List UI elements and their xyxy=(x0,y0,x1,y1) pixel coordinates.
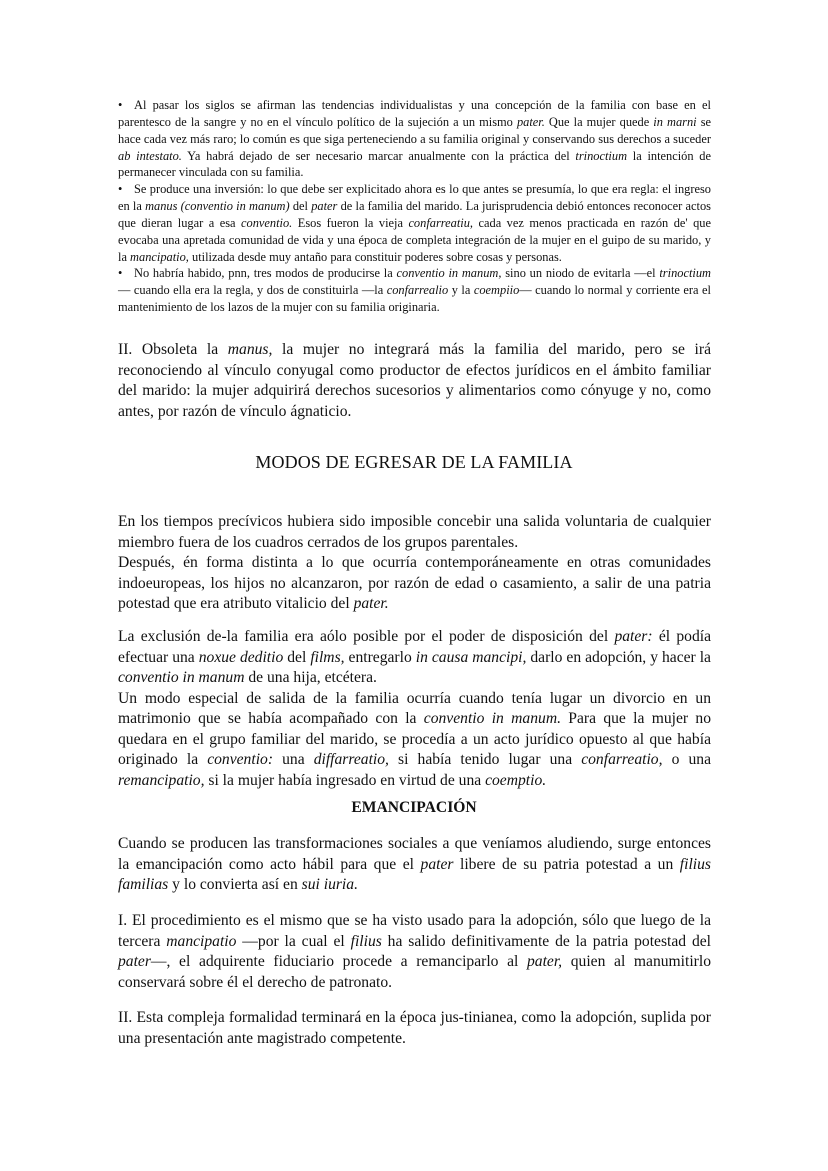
text-run: del xyxy=(283,648,311,666)
text-run: se hace cada vez más raro; lo común es que siga perteneciendo a su familia original y conservando sus derechos a suceder xyxy=(118,114,712,146)
italic-term: filius xyxy=(350,932,382,950)
italic-term: filius familias xyxy=(118,855,711,893)
italic-term: manus (conventio in manum) xyxy=(145,199,290,214)
text-run: II. Obsoleta la xyxy=(118,341,228,358)
italic-term: in marni xyxy=(653,114,697,129)
bullet-item xyxy=(118,181,711,265)
text-run: o una xyxy=(662,751,711,768)
text-run: de una hija, etcétera. xyxy=(244,669,377,686)
italic-term: remancipatio, xyxy=(118,771,205,789)
text-run: Ya habrá dejado de ser necesario marcar anualmente con la práctica del xyxy=(181,148,576,163)
paragraph-exclusion xyxy=(118,627,711,689)
italic-term: diffarreatio, xyxy=(313,751,389,768)
italic-term: pater. xyxy=(353,595,389,612)
text-run: —, el adquirente fiduciario procede a remanciparlo al xyxy=(150,953,527,970)
paragraph-precivicos xyxy=(118,512,711,553)
paragraph-exclusion-block xyxy=(118,627,711,791)
text-run: y la xyxy=(448,283,474,298)
bullet-text xyxy=(118,266,711,314)
text-run: entregarlo xyxy=(344,648,416,666)
paragraph-text xyxy=(118,340,711,422)
italic-term: in causa mancipi, xyxy=(415,648,527,666)
text-run: Un modo especial de salida de la familia ocurría cuando tenía lugar un divorcio en un matrimonio que se había acompañado con la xyxy=(118,689,711,727)
paragraph-formalidad-block xyxy=(118,1008,711,1049)
italic-term: trinoctium xyxy=(659,266,711,281)
italic-term: manus, xyxy=(227,341,273,358)
text-run: Cuando se producen las transformaciones sociales a que veníamos aludiendo, surge entonces la emancipación como acto hábil para que el xyxy=(118,835,711,873)
text-run: Que la mujer quede xyxy=(544,114,654,129)
italic-term: conventio in manum, xyxy=(396,266,502,281)
italic-term: ab intestato. xyxy=(118,148,182,163)
italic-term: pater, xyxy=(527,953,563,970)
bullet-marker: • xyxy=(118,98,123,112)
italic-term: confarreatiu, xyxy=(408,215,474,230)
text-run: — cuando lo normal y corriente era el mantenimiento de los lazos de la mujer con su familia originaria. xyxy=(118,283,711,315)
text-run: la intención de permanecer vinculada con su familia. xyxy=(118,148,711,180)
text-run: una xyxy=(273,751,314,768)
italic-term: conventio: xyxy=(207,751,274,768)
text-run: utilizada desde muy antaño para constituir poderes sobre cosas y personas. xyxy=(188,249,562,264)
paragraph-cuando xyxy=(118,834,711,896)
section-title-emancipacion: EMANCIPACIÓN xyxy=(351,799,477,816)
text-run: y lo convierta así en xyxy=(168,876,302,893)
italic-term: coemptio. xyxy=(485,771,547,789)
italic-term: noxue deditio xyxy=(198,648,284,666)
paragraph-modo-especial xyxy=(118,689,711,792)
text-run: ha salido definitivamente de la patria potestad del xyxy=(381,932,711,950)
text-run: del xyxy=(289,199,312,214)
text-run: cada vez menos practicada en razón de' que evocaba una apretada comunidad de vida y una época de completa integración de la mujer en el guipo de su marido, y la xyxy=(118,215,711,264)
paragraph-cuando-block xyxy=(118,834,711,896)
italic-term: mancipatio, xyxy=(130,249,189,264)
italic-term: sui iuria. xyxy=(301,876,358,893)
bullet-text xyxy=(118,98,711,179)
text-run: libere de su patria potestad a un xyxy=(453,855,680,873)
italic-term: pater: xyxy=(614,628,653,645)
italic-term: pater xyxy=(118,953,151,970)
paragraph-procedimiento xyxy=(118,911,711,993)
text-run: quien al manumitirlo conservará sobre él el derecho de patronato. xyxy=(118,953,712,991)
italic-term: films, xyxy=(310,648,345,666)
text-run: Al pasar los siglos se afirman las tendencias individualistas y una concepción de la familia con base en el parentesco de la sangre y no en el vínculo político de la sujeción a un mismo xyxy=(118,98,711,129)
text-run: Esos fueron la vieja xyxy=(292,215,409,230)
italic-term: confarrealio xyxy=(386,283,449,298)
text-run: Se produce una inversión: lo que debe ser explicitado ahora es lo que antes se presumía, lo que era regla: el ingreso en la xyxy=(118,182,711,214)
text-run: darlo en adopción, y hacer la xyxy=(526,648,711,666)
text-run: él podía efectuar una xyxy=(118,628,712,666)
bullet-text xyxy=(118,182,711,263)
text-run: — cuando ella era la regla, y dos de constituirla —la xyxy=(118,283,387,298)
bullet-marker: • xyxy=(118,182,123,197)
italic-term: pater xyxy=(311,199,338,214)
italic-term: confarreatio, xyxy=(581,751,663,768)
section-title-modos: MODOS DE EGRESAR DE LA FAMILIA xyxy=(255,452,573,472)
italic-term: coempiio xyxy=(473,283,520,298)
italic-term: conventio. xyxy=(241,215,293,230)
text-run: II. Esta compleja formalidad terminará en la época jus-tinianea, como la adopción, suplida por una presentación ante magistrado competente. xyxy=(118,1009,711,1047)
italic-term: pater xyxy=(420,855,454,873)
text-run: la mujer no integrará más la familia del marido, pero se irá reconociendo al vínculo conyugal como productor de efectos jurídicos en el ámbito familiar del marido: la mujer adquirirá derechos sucesorios y alimentarios como cónyuge y no, como antes, por razón de vínculo ágnaticio. xyxy=(118,341,711,420)
paragraph-despues xyxy=(118,553,711,615)
italic-term: trinoctium xyxy=(575,148,628,163)
italic-term: conventio in manum xyxy=(118,669,245,686)
text-run: si había tenido lugar una xyxy=(388,751,582,768)
text-run: de la familia del marido. La jurisprudencia debió entonces reconocer actos que dieran lugar a esa xyxy=(118,199,711,230)
text-run: si la mujer había ingresado en virtud de una xyxy=(204,771,486,789)
paragraph-formalidad xyxy=(118,1008,711,1049)
italic-term: mancipatio xyxy=(166,932,237,950)
text-run: En los tiempos precívicos hubiera sido imposible concebir una salida voluntaria de cualquier miembro fuera de los cuadros cerrados de los grupos parentales. xyxy=(118,513,711,551)
bullet-item xyxy=(118,265,711,316)
paragraph-precivicos-block xyxy=(118,512,711,615)
text-run: La exclusión de-la familia era aólo posible por el poder de disposición del xyxy=(118,628,615,645)
bullet-marker: • xyxy=(118,266,123,281)
text-run: I. El procedimiento es el mismo que se ha visto usado para la adopción, sólo que luego de la tercera xyxy=(118,912,711,950)
text-run: —por la cual el xyxy=(236,932,351,950)
bullet-list xyxy=(118,97,711,316)
paragraph-obsoleta xyxy=(118,340,711,422)
bullet-item xyxy=(118,97,711,181)
text-run: Después, én forma distinta a lo que ocurría contemporáneamente en otras comunidades indoeuropeas, los hijos no alcanzaron, por razón de edad o casamiento, a salir de una patria potestad que era atributo vitalicio del xyxy=(118,554,711,612)
paragraph-procedimiento-block xyxy=(118,911,711,993)
italic-term: pater. xyxy=(516,114,545,129)
italic-term: conventio in manum. xyxy=(423,710,561,727)
text-run: No habría habido, pnn, tres modos de producirse la xyxy=(134,266,397,281)
text-run: sino un niodo de evitarla —el xyxy=(501,266,660,281)
text-run: Para que la mujer no quedara en el grupo familiar del marido, se procedía a un acto jurídico opuesto al que había originado la xyxy=(118,710,711,768)
